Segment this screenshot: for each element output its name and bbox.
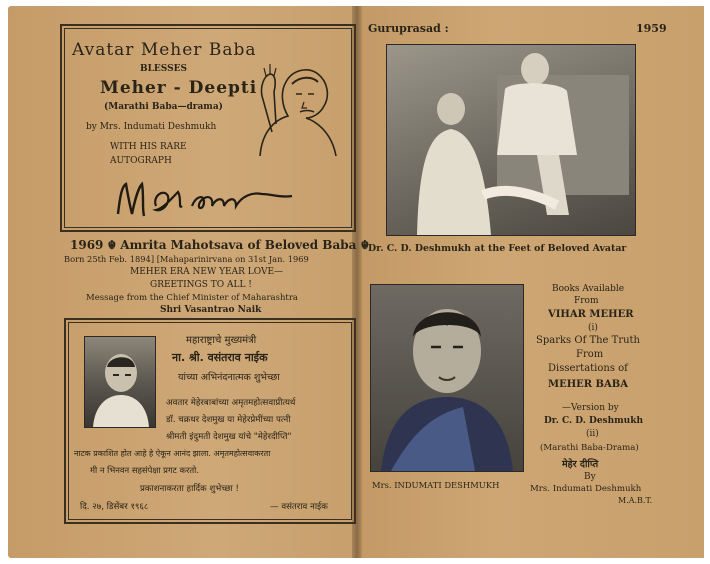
- ad-blesses: BLESSES: [140, 64, 187, 74]
- books-line-13: मेहेर दीप्ति: [562, 459, 599, 470]
- amrita-heading: 1969 ☬ Amrita Mahotsava of Beloved Baba ☬: [70, 238, 370, 252]
- message-body-1: अवतार मेहेरबाबांच्या अमृतमहोत्सवाप्रीत्यर्थ: [166, 398, 296, 408]
- amrita-dates: Born 25th Feb. 1894] [Mahaparinirvana on 31st Jan. 1969: [64, 254, 309, 264]
- books-line-8: MEHER BABA: [548, 379, 628, 390]
- books-line-14: By: [584, 472, 596, 482]
- message-heading-1: महाराष्ट्राचे मुख्यमंत्री: [186, 335, 257, 346]
- ad-name: Meher - Deepti: [100, 78, 258, 98]
- ad-sub: (Marathi Baba—drama): [104, 102, 223, 112]
- books-line-15: Mrs. Indumati Deshmukh: [530, 484, 642, 494]
- books-line-11: (ii): [586, 429, 599, 439]
- books-line-16: M.A.B.T.: [618, 496, 653, 505]
- amrita-greeting-1: MEHER ERA NEW YEAR LOVE—: [130, 267, 284, 277]
- books-line-12: (Marathi Baba-Drama): [540, 443, 639, 453]
- message-date: दि. २७, डिसेंबर १९६८: [80, 502, 149, 512]
- message-body-5: मी न भिनवन सहसंपेक्षा प्रगट करतो.: [90, 465, 200, 475]
- photo-indumati-deshmukh: [370, 284, 524, 472]
- books-line-1: Books Available: [552, 284, 625, 294]
- books-line-2: From: [574, 296, 599, 306]
- minister-photo: [84, 336, 156, 428]
- message-heading-2: ना. श्री. वसंतराव नाईक: [172, 351, 268, 364]
- amrita-message-from: Message from the Chief Minister of Maharashtra: [86, 293, 298, 303]
- photo-deshmukh-with-avatar: [386, 44, 636, 236]
- message-signature: — वसंतराव नाईक: [270, 502, 328, 512]
- header-year: 1959: [636, 22, 667, 35]
- books-line-3: VIHAR MEHER: [548, 309, 634, 320]
- photo1-caption: Dr. C. D. Deshmukh at the Feet of Beloved Avatar: [368, 243, 627, 254]
- books-line-5: Sparks Of The Truth: [536, 335, 640, 346]
- ad-rare-2: AUTOGRAPH: [110, 156, 172, 166]
- photo2-caption: Mrs. INDUMATI DESHMUKH: [372, 480, 500, 490]
- books-line-7: Dissertations of: [548, 363, 628, 374]
- message-body-6: प्रकाशनाकरता हार्दिक शुभेच्छा !: [140, 484, 239, 494]
- message-body-4: नाटक प्रकाशित होत आहे हे ऐकून आनंद झाला. अमृतमहोत्सवाकरता: [74, 449, 271, 458]
- message-body-3: श्रीमती इंदुमती देशमुख यांचे "मेहेरदीप्ति": [166, 432, 292, 442]
- ad-by: by Mrs. Indumati Deshmukh: [86, 122, 217, 132]
- books-line-6: From: [576, 349, 604, 360]
- message-body-2: डॉ. चक्रधर देशमुख या मेहेरप्रेमींच्या पत्नी: [166, 415, 291, 425]
- ad-rare-1: WITH HIS RARE: [110, 142, 187, 152]
- ad-title: Avatar Meher Baba: [72, 40, 257, 60]
- amrita-greeting-2: GREETINGS TO ALL !: [150, 280, 252, 290]
- header-publication: Guruprasad :: [368, 22, 449, 35]
- autograph-signature: [112, 176, 302, 222]
- books-line-4: (i): [588, 323, 598, 333]
- books-line-10: Dr. C. D. Deshmukh: [544, 416, 643, 426]
- amrita-minister: Shri Vasantrao Naik: [160, 305, 262, 315]
- books-line-9: —Version by: [562, 403, 619, 413]
- message-heading-3: यांच्या अभिनंदनात्मक शुभेच्छा: [178, 372, 280, 383]
- meher-baba-sketch: [252, 36, 348, 156]
